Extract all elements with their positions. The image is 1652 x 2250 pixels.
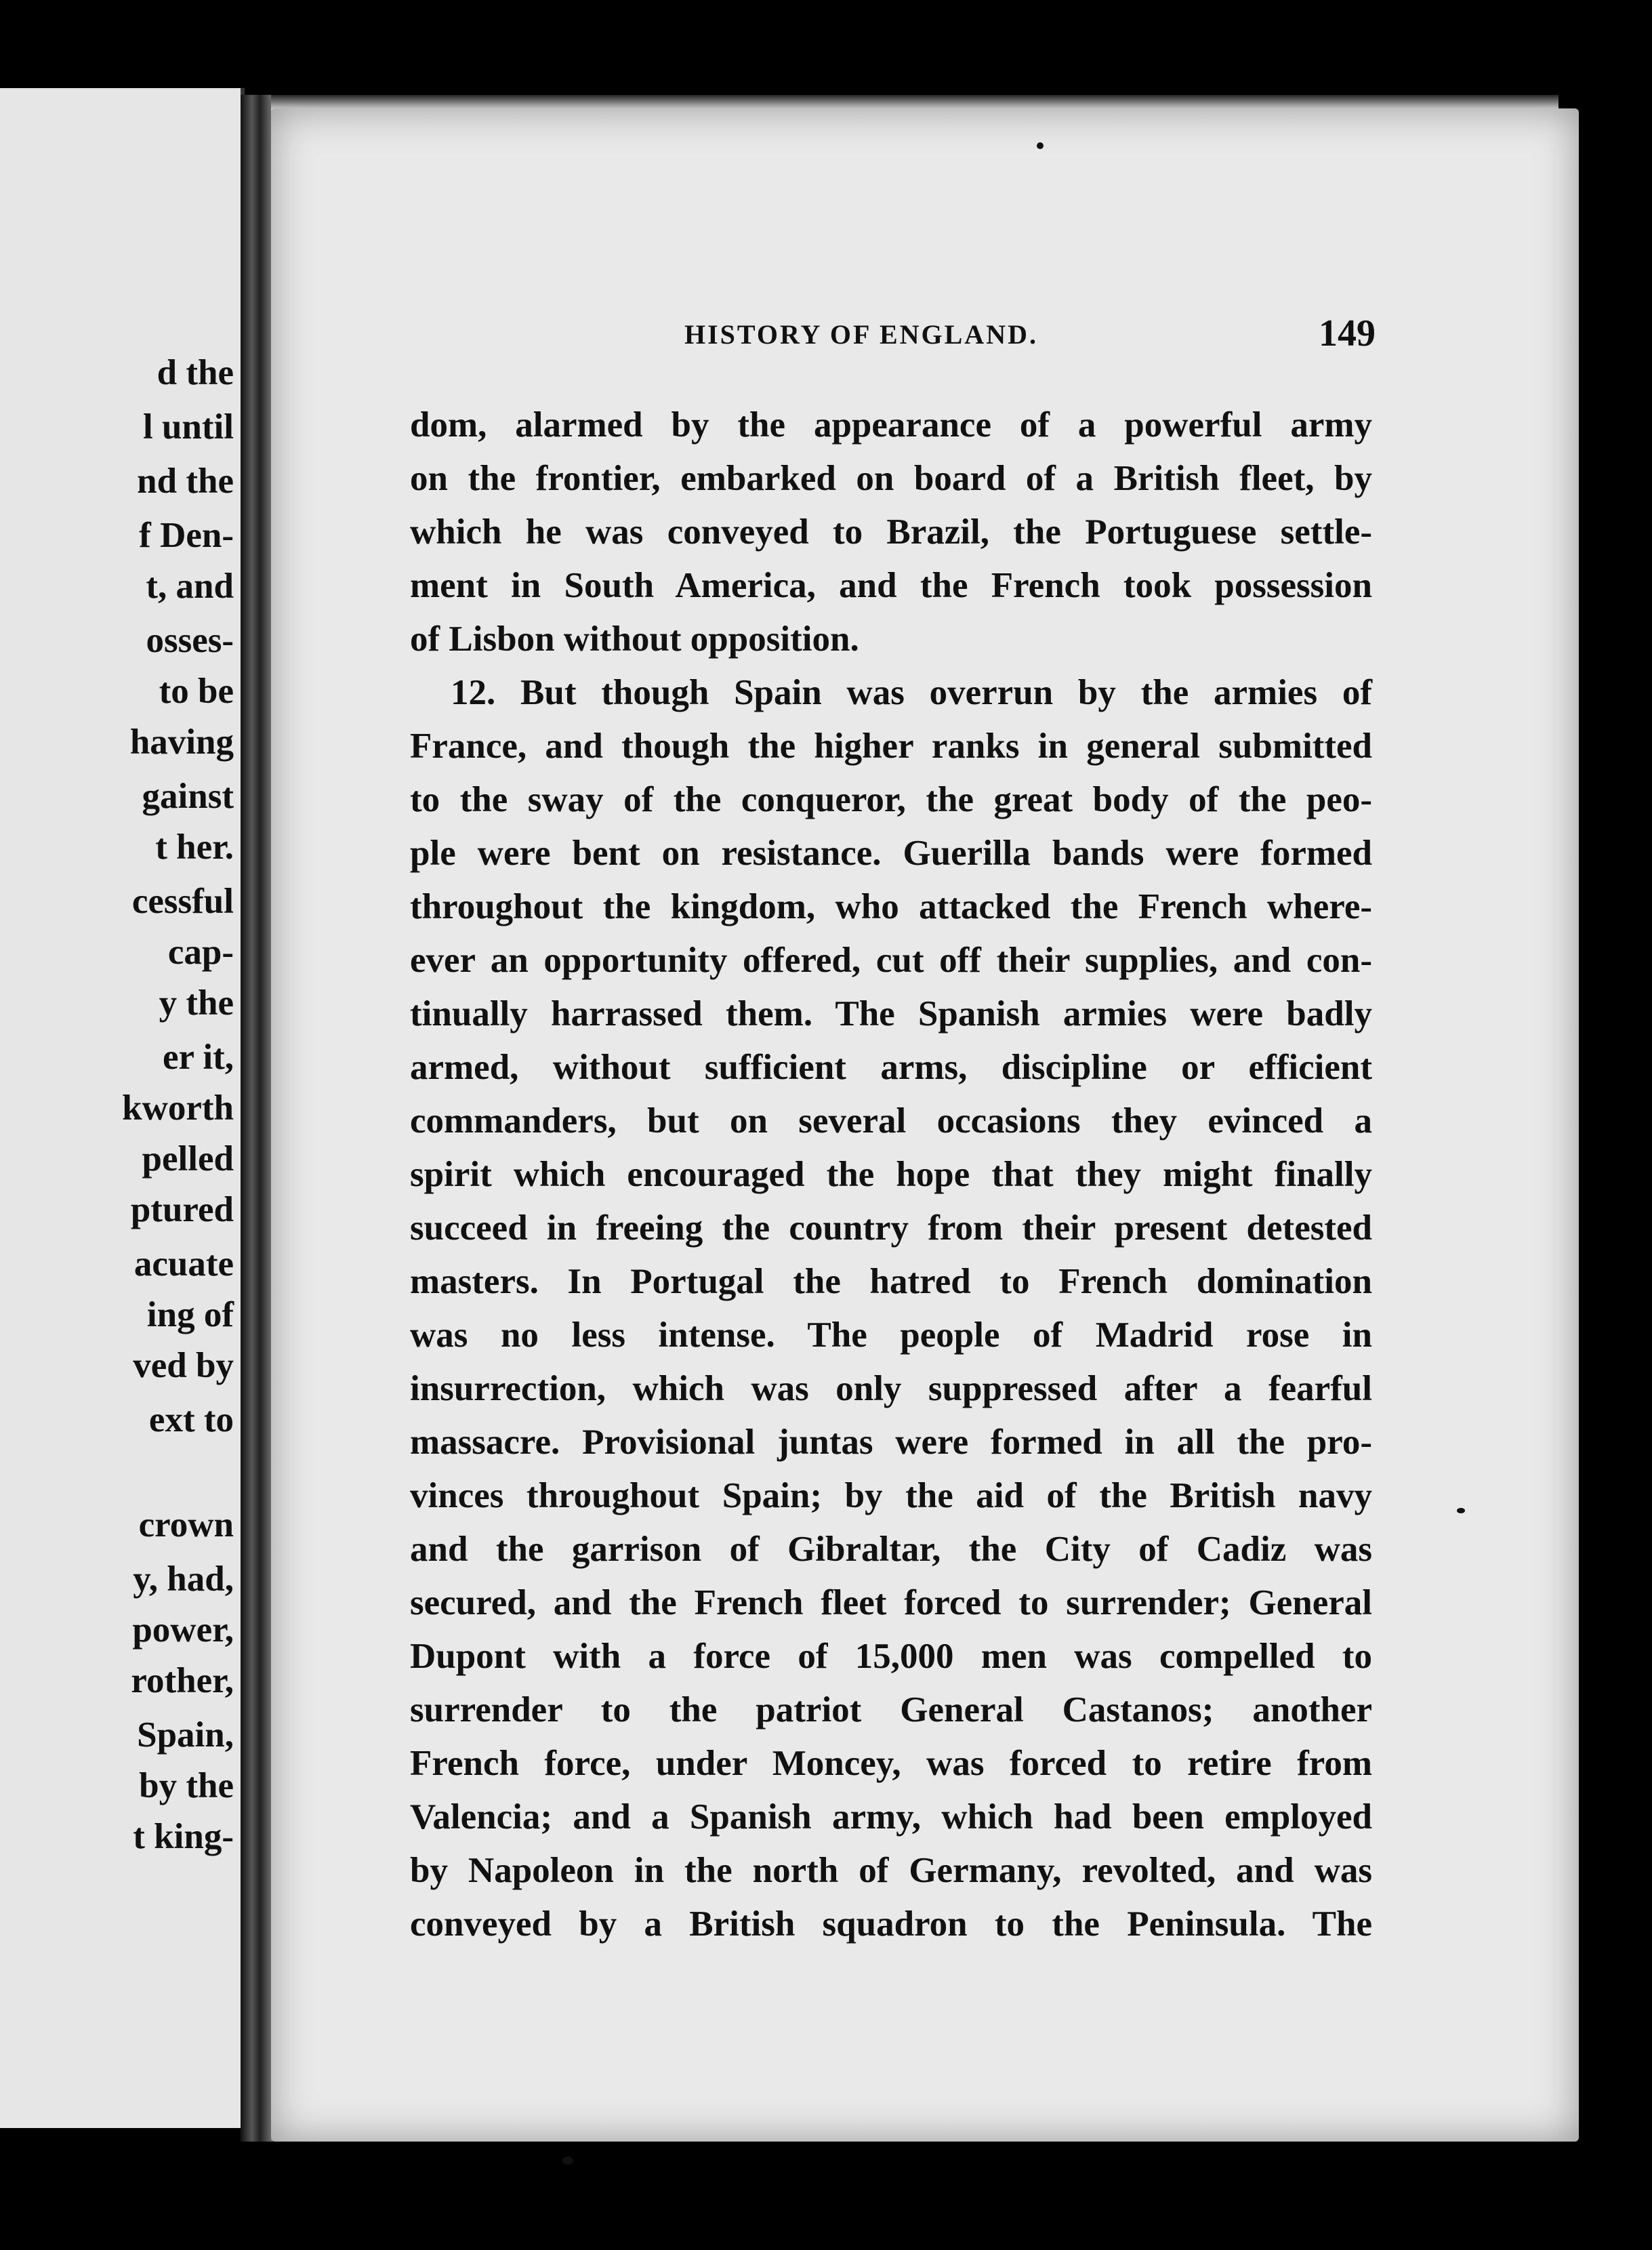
text-line: French force, under Moncey, was forced to retire from [410,1744,1372,1783]
text-line: dom, alarmed by the appearance of a powerful army [410,405,1372,445]
text-line: ple were bent on resistance. Guerilla bands were formed [410,834,1372,873]
text-line: insurrection, which was only suppressed after a fearful [410,1369,1372,1408]
text-line: secured, and the French fleet forced to surrender; General [410,1583,1372,1622]
page-header [684,312,1376,359]
previous-page-line: kworth [122,1088,234,1128]
book-gutter [241,95,273,2142]
previous-page-line: crown [138,1505,234,1545]
text-line: succeed in freeing the country from their present detested [410,1208,1372,1248]
text-line: of Lisbon without opposition. [410,619,859,659]
text-line: to the sway of the conqueror, the great body of the peo- [410,780,1372,819]
text-line: Valencia; and a Spanish army, which had been employed [410,1797,1372,1837]
previous-page-line: ptured [130,1190,234,1229]
previous-page-line: osses- [146,621,234,660]
previous-page-line: pelled [142,1139,234,1179]
text-line: conveyed by a British squadron to the Peninsula. The [410,1904,1372,1944]
previous-page-line: ext to [148,1400,234,1439]
previous-page-line: l until [142,407,234,447]
previous-page-line: by the [139,1766,234,1805]
previous-page-line: t, and [146,567,234,606]
text-line: armed, without sufficient arms, discipline or efficient [410,1048,1372,1087]
previous-page-line: ved by [133,1346,234,1385]
previous-page-line: power, [132,1610,234,1650]
text-line: surrender to the patriot General Castanos; another [410,1690,1372,1730]
previous-page-line: f Den- [139,516,234,555]
previous-page-line: t her. [155,827,234,867]
previous-page [0,88,245,2128]
previous-page-line: to be [159,672,234,711]
ink-speck [1457,1508,1465,1513]
text-line: vinces throughout Spain; by the aid of the British navy [410,1476,1372,1515]
text-line: by Napoleon in the north of Germany, revolted, and was [410,1851,1372,1890]
text-line: and the garrison of Gibraltar, the City of Cadiz was [410,1530,1372,1569]
text-line: which he was conveyed to Brazil, the Portuguese settle- [410,512,1372,552]
running-head: HISTORY OF ENGLAND. [684,319,1038,350]
previous-page-line: cessful [131,882,234,921]
text-line: masters. In Portugal the hatred to French domination [410,1262,1372,1301]
page-body-text [410,398,1372,1951]
ink-speck [1037,142,1044,149]
previous-page-line: nd the [137,462,234,501]
text-line: massacre. Provisional juntas were formed in all the pro- [410,1423,1372,1462]
previous-page-line: y the [159,983,234,1023]
text-line: tinually harrassed them. The Spanish armies were badly [410,994,1372,1034]
previous-page-line: rother, [131,1661,234,1700]
previous-page-line: acuate [133,1244,234,1284]
previous-page-line: er it, [163,1038,234,1077]
text-line: was no less intense. The people of Madrid rose in [410,1315,1372,1355]
text-line: Dupont with a force of 15,000 men was compelled to [410,1637,1372,1676]
previous-page-line: ing of [146,1295,234,1334]
text-line: commanders, but on several occasions they evinced a [410,1101,1372,1141]
text-line: 12. But though Spain was overrun by the armies of [451,673,1372,712]
previous-page-line: y, had, [133,1559,234,1599]
text-line: on the frontier, embarked on board of a British fleet, by [410,459,1372,498]
text-line: throughout the kingdom, who attacked the French where- [410,887,1372,926]
previous-page-line: d the [157,353,234,392]
text-line: France, and though the higher ranks in general submitted [410,727,1372,766]
text-line: ment in South America, and the French took possession [410,566,1372,605]
previous-page-line: gainst [142,777,234,816]
text-line: ever an opportunity offered, cut off their supplies, and con- [410,941,1372,980]
ink-speck [562,2156,573,2165]
text-line: spirit which encouraged the hope that they might finally [410,1155,1372,1194]
previous-page-line: t king- [133,1817,234,1856]
previous-page-line: having [129,722,234,762]
previous-page-line: Spain, [137,1715,234,1755]
page-number: 149 [1319,312,1376,354]
previous-page-line: cap- [167,933,234,972]
